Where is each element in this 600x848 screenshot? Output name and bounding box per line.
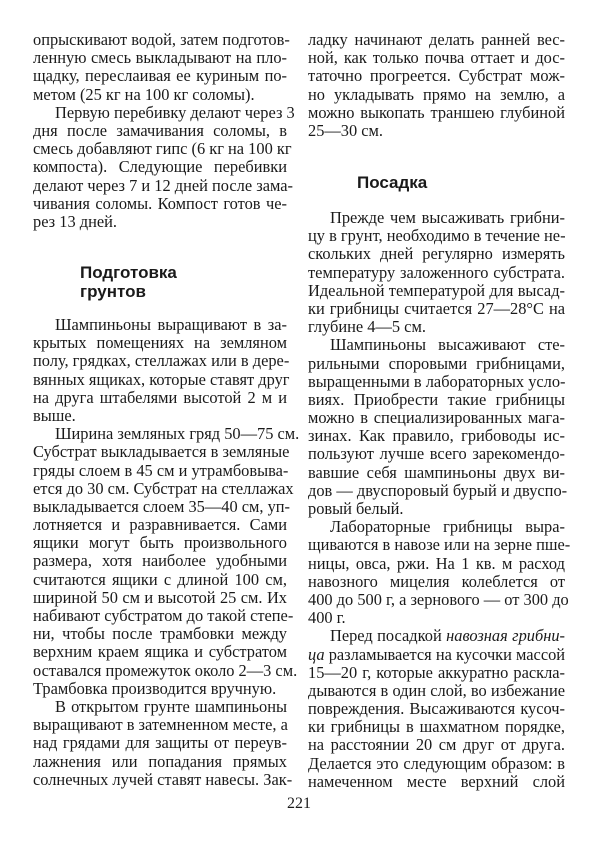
section-heading-planting xyxy=(357,173,427,192)
text-line: ни, чтобы после трамбовки между xyxy=(33,624,287,644)
text-line: чивания соломы. Компост готов че- xyxy=(33,193,287,213)
heading-line: грунтов xyxy=(80,282,146,301)
text-line: компоста). Следующие перебивки xyxy=(33,157,287,177)
text-line: смесь добавляют гипс (6 кг на 100 кг xyxy=(33,139,292,159)
paragraph xyxy=(308,517,571,628)
text-line: дня после замачивания соломы, в xyxy=(33,120,287,140)
italic-term: навозная грибни- xyxy=(446,626,565,646)
text-line: дов — двуспоровый бурый и двуспо- xyxy=(308,480,568,500)
left-column-bottom-text xyxy=(33,315,300,789)
text-line: ящики могут быть произвольного xyxy=(33,533,287,553)
text-line: оставался промежуток около 2—3 см. xyxy=(33,660,298,680)
text-line: Трамбовка производится вручную. xyxy=(33,678,277,698)
text-line: виях. Приобрести такие грибницы xyxy=(308,389,565,409)
text-line: но укладывать прямо на землю, а xyxy=(308,84,565,104)
text-line: выше. xyxy=(33,405,76,425)
text-line: солнечных лучей ставят навесы. Зак- xyxy=(33,769,293,789)
text-line: на расстоянии 20 см друг от друга. xyxy=(308,735,565,755)
text-line: размера, хотя наиболее удобными xyxy=(33,551,287,571)
text-line: ки грибницы в шахматном порядке, xyxy=(308,717,565,737)
text-line: шириной 50 см и высотой 25 см. Их xyxy=(33,587,287,607)
text-line: ется до 30 см. Субстрат на стеллажах xyxy=(33,478,294,498)
text-line: зинах. Как правило, грибоводы ис- xyxy=(308,426,565,446)
paragraph xyxy=(33,102,295,231)
text-line: глубине 4—5 см. xyxy=(308,317,426,337)
text-segment: разламывается на кусочки массой xyxy=(324,644,566,664)
text-segment: Перед посадкой xyxy=(330,626,447,646)
text-line: ки грибницы считается 27—28°С на xyxy=(308,298,565,318)
text-line: рильными споровыми грибницами, xyxy=(308,353,565,373)
text-line: вянных ящиках, которые ставят друг xyxy=(33,369,290,389)
text-line: навозного мицелия колеблется от xyxy=(308,571,565,591)
text-line: можно выкопать траншею глубиной xyxy=(308,102,565,122)
section-heading-soil-preparation xyxy=(80,263,177,301)
text-line: выращенными в лабораторных усло- xyxy=(308,371,566,391)
paragraph xyxy=(33,696,293,789)
text-line: таточно прогреется. Субстрат мож- xyxy=(308,66,565,86)
page-number: 221 xyxy=(287,795,311,812)
text-line: Идеальной температурой для высад- xyxy=(308,280,565,300)
text-line: считаются ящики с длиной 100 см, xyxy=(33,569,287,589)
paragraph xyxy=(308,31,565,140)
text-line: делают через 7 и 12 дней после зама- xyxy=(33,175,293,195)
text-line: ровый белый. xyxy=(308,499,404,518)
paragraph xyxy=(33,30,290,104)
text-line: набивают субстратом до такой степе- xyxy=(33,606,294,625)
text-line: В открытом грунте шампиньоны xyxy=(55,696,287,716)
left-column-top-text xyxy=(33,30,295,231)
text-line: верхним краем ящика и субстратом xyxy=(33,642,287,662)
text-line: рез 13 дней. xyxy=(33,211,117,231)
text-line: Лабораторные грибницы выра- xyxy=(330,517,565,537)
text-line: 400 г. xyxy=(308,608,346,628)
text-line: лотняется и разравнивается. Сами xyxy=(33,515,287,535)
text-line: выращивают в затемненном месте, а xyxy=(33,715,288,735)
text-line: щадку, переслаивая ее куриным по- xyxy=(33,66,287,86)
text-line: 400 до 500 г, а зернового — от 300 до xyxy=(308,589,569,609)
text-line: крытых помещениях на земляном xyxy=(33,333,287,353)
text-line: полу, грядках, стеллажах или в дере- xyxy=(33,351,290,371)
text-line xyxy=(308,646,565,664)
text-line: на друга штабелями высотой 2 м и xyxy=(33,387,287,407)
text-line: выкладывается слоем 35—40 см, уп- xyxy=(33,496,291,516)
text-line: Прежде чем высаживать грибни- xyxy=(330,208,565,227)
text-line: 15—20 г, которые аккуратно раскла- xyxy=(308,662,565,682)
text-line: щиваются в навозе или на зерне пше- xyxy=(308,535,571,555)
paragraph xyxy=(33,315,290,425)
heading-line: Посадка xyxy=(357,173,428,192)
text-line: вавшие себя шампиньоны двух ви- xyxy=(308,462,565,482)
italic-term: ца xyxy=(308,644,325,664)
text-line: Шампиньоны высаживают сте- xyxy=(330,335,565,355)
paragraph xyxy=(308,335,568,518)
text-line: Шампиньоны выращивают в за- xyxy=(55,315,287,334)
text-line: ной, как только почва оттает и дос- xyxy=(308,48,565,68)
text-line: опрыскивают водой, затем подготов- xyxy=(33,30,290,49)
text-line: пользуют лучше всего зарекомендо- xyxy=(308,444,565,464)
text-line: 25—30 см. xyxy=(308,120,384,140)
text-line: ленную смесь выкладывают на пло- xyxy=(33,48,287,68)
right-column-bottom-text xyxy=(308,208,571,791)
text-line: лажнения или попадания прямых xyxy=(33,751,287,771)
text-line: цу в грунт, необходимо в течение не- xyxy=(308,226,566,246)
text-line: ницы, овса, ржи. На 1 кв. м расход xyxy=(308,553,565,573)
heading-line: Подготовка xyxy=(80,263,177,282)
text-line: Делается это следующим образом: в xyxy=(308,753,565,773)
text-line: дываются в один слой, во избежание xyxy=(308,680,565,700)
text-line: скольких дней регулярно измерять xyxy=(308,244,565,264)
text-line: Первую перебивку делают через 3 xyxy=(55,102,295,122)
text-line: температуру заложенного субстрата. xyxy=(308,262,565,282)
paragraph xyxy=(33,424,300,698)
text-line: можно в специализированных мага- xyxy=(308,408,565,428)
text-line: ладку начинают делать ранней вес- xyxy=(308,30,565,49)
text-line: Субстрат выкладывается в земляные xyxy=(33,442,290,462)
text-line: над грядами для защиты от переув- xyxy=(33,733,287,753)
paragraph xyxy=(308,209,565,336)
text-line: гряды слоем в 45 см и утрамбовыва- xyxy=(33,460,289,480)
text-line: повреждения. Высаживаются кусоч- xyxy=(308,699,565,719)
text-line xyxy=(308,627,565,645)
right-column-top-text xyxy=(308,31,565,140)
text-line: Ширина земляных гряд 50—75 см. xyxy=(55,424,300,444)
text-line: метом (25 кг на 100 кг соломы). xyxy=(33,84,255,104)
paragraph xyxy=(308,627,565,791)
text-line: намеченном месте верхний слой xyxy=(308,771,565,791)
